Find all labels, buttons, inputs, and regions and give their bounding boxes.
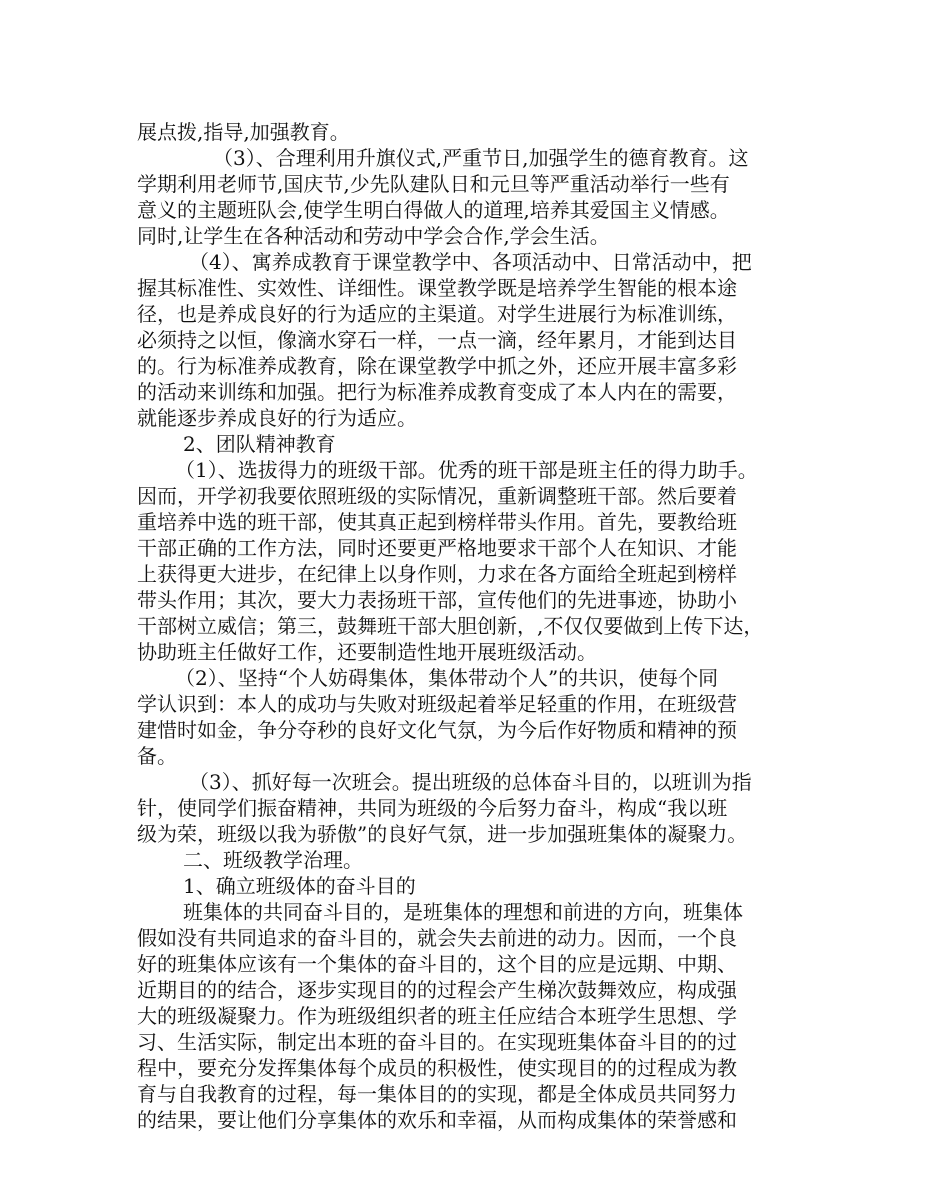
text-line: （1）、选拔得力的班级干部。优秀的班干部是班主任的得力助手。 (175, 458, 758, 482)
text-line: 重培养中选的班干部，使其真正起到榜样带头作用。首先，要教给班 (137, 510, 737, 534)
text-line: （4）、寓养成教育于课堂教学中、各项活动中、日常活动中，把 (189, 250, 752, 274)
text-line: 带头作用；其次，要大力表扬班干部，宣传他们的先进事迹，协助小 (137, 588, 737, 612)
text-line: 大的班级凝聚力。作为班级组织者的班主任应结合本班学生思想、学 (137, 1004, 737, 1028)
text-line: 同时,让学生在各种活动和劳动中学会合作,学会生活。 (137, 224, 610, 248)
text-line: 习、生活实际，制定出本班的奋斗目的。在实现班集体奋斗目的的过 (137, 1030, 737, 1054)
text-line: 意义的主题班队会,使学生明白得做人的道理,培养其爱国主义情感。 (137, 198, 730, 222)
text-line: 的结果，要让他们分享集体的欢乐和幸福，从而构成集体的荣誉感和 (137, 1108, 737, 1132)
text-line: 假如没有共同追求的奋斗目的，就会失去前进的动力。因而，一个良 (137, 926, 737, 950)
text-line: 的活动来训练和加强。把行为标准养成教育变成了本人内在的需要， (137, 380, 737, 404)
text-line: （3）、抓好每一次班会。提出班级的总体奋斗目的，以班训为指 (189, 770, 752, 794)
text-line: 备。 (137, 744, 177, 768)
text-line: 育与自我教育的过程，每一集体目的的实现，都是全体成员共同努力 (137, 1082, 737, 1106)
section-heading: 二、班级教学治理。 (183, 848, 363, 872)
text-line: 展点拨,指导,加强教育。 (137, 120, 350, 144)
text-line: 必须持之以恒，像滴水穿石一样，一点一滴，经年累月，才能到达目 (137, 328, 737, 352)
text-line: 的。行为标准养成教育，除在课堂教学中抓之外，还应开展丰富多彩 (137, 354, 737, 378)
text-line: 针，使同学们振奋精神，共同为班级的今后努力奋斗，构成“我以班 (137, 796, 728, 820)
text-line: 好的班集体应该有一个集体的奋斗目的，这个目的应是远期、中期、 (137, 952, 737, 976)
text-line: 握其标准性、实效性、详细性。课堂教学既是培养学生智能的根本途 (137, 276, 737, 300)
text-line: 因而，开学初我要依照班级的实际情况，重新调整班干部。然后要着 (137, 484, 737, 508)
text-line: 就能逐步养成良好的行为适应。 (137, 406, 417, 430)
text-line: 干部树立威信；第三，鼓舞班干部大胆创新，,不仅仅要做到上传下达， (137, 614, 764, 638)
text-line: 程中，要充分发挥集体每个成员的积极性，使实现目的的过程成为教 (137, 1056, 737, 1080)
text-line: 学期利用老师节,国庆节,少先队建队日和元旦等严重活动举行一些有 (137, 172, 730, 196)
text-line: 协助班主任做好工作，还要制造性地开展班级活动。 (137, 640, 597, 664)
text-line: 班集体的共同奋斗目的，是班集体的理想和前进的方向，班集体 (183, 900, 743, 924)
text-line: （2）、坚持“个人妨碍集体，集体带动个人”的共识，使每个同 (175, 666, 719, 690)
section-heading: 2、团队精神教育 (183, 432, 336, 456)
text-line: 级为荣，班级以我为骄傲”的良好气氛，进一步加强班集体的凝聚力。 (137, 822, 748, 846)
text-line: 近期目的的结合，逐步实现目的的过程会产生梯次鼓舞效应，构成强 (137, 978, 737, 1002)
text-line: 干部正确的工作方法，同时还要更严格地要求干部个人在知识、才能 (137, 536, 737, 560)
text-line: 上获得更大进步，在纪律上以身作则，力求在各方面给全班起到榜样 (137, 562, 737, 586)
text-line: 径，也是养成良好的行为适应的主渠道。对学生进展行为标准训练， (137, 302, 737, 326)
section-heading: 1、确立班级体的奋斗目的 (183, 874, 416, 898)
text-line: 学认识到：本人的成功与失败对班级起着举足轻重的作用，在班级营 (137, 692, 737, 716)
text-line: 建惜时如金，争分夺秒的良好文化气氛，为今后作好物质和精神的预 (137, 718, 737, 742)
text-line: （3）、合理利用升旗仪式,严重节日,加强学生的德育教育。这 (213, 146, 749, 170)
